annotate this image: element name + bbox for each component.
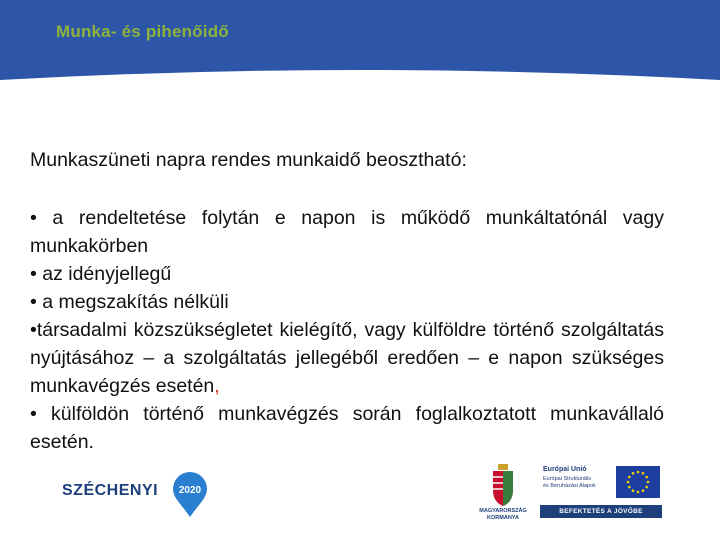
eu-line-2: és Beruházási Alapok bbox=[543, 483, 596, 489]
location-pin-icon bbox=[170, 472, 210, 518]
hungary-government-logo bbox=[474, 462, 532, 526]
bullet-item-4 bbox=[30, 316, 664, 400]
page-title: Munka- és pihenőidő bbox=[56, 22, 229, 41]
szechenyi-year: 2020 bbox=[178, 485, 202, 496]
eu-subtitle bbox=[543, 476, 611, 490]
bullet-item-5: • külföldön történő munkavégzés során foglalkoztatott munkavállaló esetén. bbox=[30, 403, 664, 453]
eu-slogan-bar: BEFEKTETÉS A JÖVŐBE bbox=[540, 505, 662, 518]
coat-of-arms-icon bbox=[474, 462, 532, 508]
intro-text: Munkaszüneti napra rendes munkaidő beosztható: bbox=[30, 149, 467, 171]
eu-title: Európai Unió bbox=[543, 466, 587, 473]
szechenyi-text: SZÉCHENYI bbox=[62, 482, 159, 499]
szechenyi-2020-logo bbox=[62, 472, 217, 518]
eu-flag-icon bbox=[616, 466, 660, 498]
header-curve bbox=[0, 0, 720, 84]
bullet-item-2: • az idényjellegű bbox=[30, 263, 172, 285]
crest-line-2: KORMÁNYA bbox=[487, 515, 519, 521]
crest-caption bbox=[474, 508, 532, 522]
eu-funds-logo bbox=[540, 464, 662, 524]
slide-content bbox=[30, 146, 664, 456]
header-band bbox=[0, 0, 720, 84]
red-comma: , bbox=[214, 375, 220, 397]
bullet-item-1: • a rendeltetése folytán e napon is működő munkáltatónál vagy munkakörben bbox=[30, 207, 664, 257]
bullet-item-4-text: •társadalmi közszükségletet kielégítő, vagy külföldre történő szolgáltatás nyújtásához – a szolgáltatás jellegéből eredően – e napon szükséges munkavégzés esetén bbox=[30, 319, 664, 397]
bullet-item-3: • a megszakítás nélküli bbox=[30, 291, 229, 313]
eu-line-1: Európai Strukturális bbox=[543, 476, 591, 482]
crest-line-1: MAGYARORSZÁG bbox=[479, 508, 527, 514]
